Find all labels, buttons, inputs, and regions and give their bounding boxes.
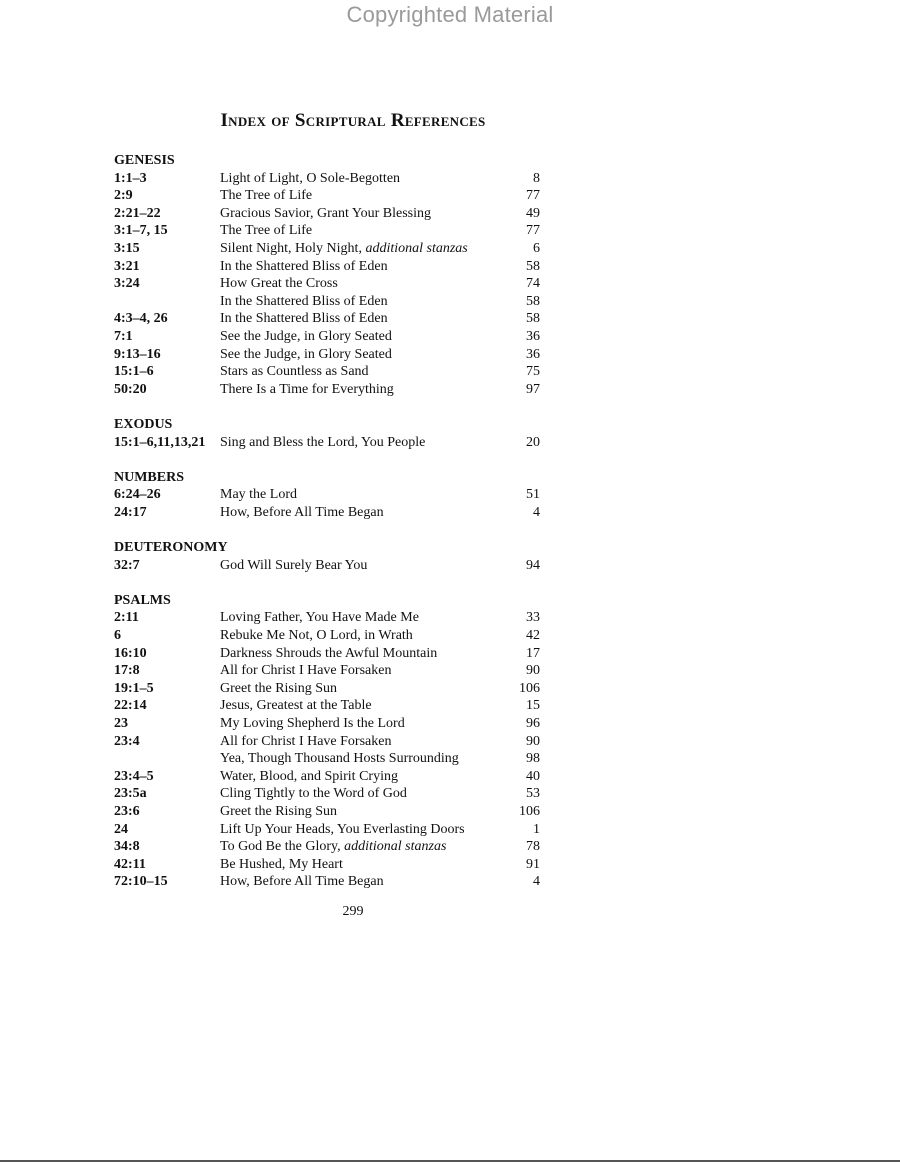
- hymn-title: [220, 697, 500, 715]
- scripture-reference: 1:1–3: [114, 170, 147, 186]
- index-entry: [114, 627, 540, 645]
- index-entry: [114, 205, 540, 223]
- hymn-title-text: In the Shattered Bliss of Eden: [220, 258, 388, 274]
- hymn-title: [220, 785, 500, 803]
- index-entry: [114, 697, 540, 715]
- hymn-page-number: 49: [526, 205, 540, 221]
- hymn-title: [220, 768, 500, 786]
- hymn-title-text: Rebuke Me Not, O Lord, in Wrath: [220, 628, 413, 644]
- hymn-page-number: 90: [526, 733, 540, 749]
- hymn-title-text: My Loving Shepherd Is the Lord: [220, 716, 405, 731]
- hymn-page-number: 53: [526, 786, 540, 802]
- hymn-title-text: How, Before All Time Began: [220, 504, 384, 520]
- hymn-title-text: The Tree of Life: [220, 188, 313, 204]
- index-section: [114, 152, 540, 398]
- hymn-page-number: 98: [526, 751, 540, 767]
- hymn-page-number: 94: [526, 557, 540, 573]
- hymn-page-number: 51: [526, 487, 540, 503]
- index-entry: [114, 504, 540, 522]
- hymn-title-text: God Will Surely Bear You: [220, 557, 368, 573]
- hymn-note: additional stanzas: [344, 839, 447, 855]
- hymn-page-number: 106: [519, 803, 540, 819]
- hymn-page-number: 1: [533, 821, 540, 837]
- index-section: [114, 469, 540, 522]
- book-heading: EXODUS: [114, 416, 173, 432]
- hymn-title: [220, 873, 500, 891]
- hymn-title: [220, 609, 500, 627]
- hymn-title: [220, 750, 500, 768]
- hymn-title: [220, 733, 500, 751]
- hymn-title: [220, 346, 500, 364]
- hymn-page-number: 75: [526, 364, 540, 380]
- index-entry: [114, 750, 540, 768]
- hymn-page-number: 58: [526, 258, 540, 274]
- index-entry: [114, 363, 540, 381]
- hymn-title: [220, 187, 500, 205]
- hymn-page-number: 42: [526, 628, 540, 644]
- hymn-title-text: See the Judge, in Glory Seated: [220, 328, 392, 344]
- hymn-title-text: Cling Tightly to the Word of God: [220, 786, 407, 802]
- index-entry: [114, 557, 540, 575]
- hymn-title-text: Be Hushed, My Heart: [220, 856, 343, 872]
- scripture-index: [114, 152, 540, 909]
- scripture-reference: 24: [114, 821, 128, 837]
- index-entry: [114, 275, 540, 293]
- index-entry: [114, 258, 540, 276]
- index-entry: [114, 240, 540, 258]
- page-title: Index of Scriptural References: [220, 110, 486, 131]
- hymn-title: [220, 170, 500, 188]
- book-heading: PSALMS: [114, 592, 171, 608]
- hymn-page-number: 96: [526, 716, 540, 731]
- scripture-reference: 42:11: [114, 856, 146, 872]
- hymn-title-text: Darkness Shrouds the Awful Mountain: [220, 645, 438, 661]
- scripture-reference: [114, 293, 220, 311]
- index-entry: [114, 222, 540, 240]
- scripture-reference: 34:8: [114, 839, 140, 855]
- hymn-title-text: Yea, Though Thousand Hosts Surrounding: [220, 751, 459, 767]
- scripture-reference: 22:14: [114, 698, 147, 714]
- scripture-reference: 72:10–15: [114, 874, 168, 890]
- index-entry: [114, 821, 540, 839]
- scripture-reference: 50:20: [114, 381, 147, 397]
- hymn-title-text: Stars as Countless as Sand: [220, 364, 369, 380]
- hymn-title: [220, 557, 500, 575]
- hymn-title-text: May the Lord: [220, 487, 297, 503]
- scripture-reference: 2:21–22: [114, 205, 161, 221]
- hymn-title-text: Greet the Rising Sun: [220, 803, 338, 819]
- index-entry: [114, 733, 540, 751]
- hymn-title-text: To God Be the Glory,: [220, 839, 345, 855]
- scripture-reference: 19:1–5: [114, 680, 154, 696]
- index-entry: [114, 328, 540, 346]
- page-number: 299: [342, 904, 364, 919]
- scripture-reference: 6:24–26: [114, 487, 161, 503]
- hymn-page-number: 33: [526, 610, 540, 626]
- scripture-reference: [114, 750, 220, 768]
- hymn-title: [220, 240, 500, 258]
- hymn-title: [220, 856, 500, 874]
- index-entry: [114, 434, 540, 452]
- hymn-title: [220, 381, 500, 399]
- index-entry: [114, 346, 540, 364]
- index-section: [114, 416, 540, 451]
- index-entry: [114, 768, 540, 786]
- hymn-title-text: All for Christ I Have Forsaken: [220, 663, 392, 679]
- scripture-reference: 23:5a: [114, 786, 147, 802]
- hymn-title: [220, 715, 500, 733]
- hymn-page-number: 36: [526, 328, 540, 344]
- hymn-page-number: 91: [526, 856, 540, 872]
- hymn-title: [220, 662, 500, 680]
- hymn-page-number: 36: [526, 346, 540, 362]
- hymn-title: [220, 328, 500, 346]
- hymn-page-number: 4: [533, 504, 540, 520]
- hymn-title-text: Silent Night, Holy Night,: [220, 240, 366, 256]
- index-entry: [114, 381, 540, 399]
- hymn-page-number: 106: [519, 680, 540, 696]
- scripture-reference: 32:7: [114, 557, 140, 573]
- hymn-page-number: 58: [526, 293, 540, 309]
- hymn-title: [220, 821, 500, 839]
- scripture-reference: 9:13–16: [114, 346, 161, 362]
- hymn-page-number: 90: [526, 663, 540, 679]
- scripture-reference: 15:1–6,11,13,21: [114, 434, 206, 450]
- scripture-reference: 3:24: [114, 276, 140, 292]
- index-entry: [114, 838, 540, 856]
- hymn-title-text: Loving Father, You Have Made Me: [220, 610, 419, 626]
- hymn-title-text: See the Judge, in Glory Seated: [220, 346, 392, 362]
- index-entry: [114, 680, 540, 698]
- hymn-title-text: In the Shattered Bliss of Eden: [220, 311, 388, 327]
- hymn-title-text: In the Shattered Bliss of Eden: [220, 293, 388, 309]
- scripture-reference: 2:9: [114, 188, 133, 204]
- index-entry: [114, 486, 540, 504]
- hymn-title: [220, 645, 500, 663]
- hymn-page-number: 77: [526, 223, 540, 239]
- hymn-title-text: Sing and Bless the Lord, You People: [220, 434, 426, 450]
- index-entry: [114, 715, 540, 733]
- hymn-title-text: The Tree of Life: [220, 223, 313, 239]
- hymn-page-number: 78: [526, 839, 540, 855]
- index-entry: [114, 310, 540, 328]
- index-entry: [114, 187, 540, 205]
- hymn-title: [220, 258, 500, 276]
- scripture-reference: 3:15: [114, 240, 140, 256]
- index-entry: [114, 785, 540, 803]
- index-entry: [114, 609, 540, 627]
- hymn-note: additional stanzas: [365, 240, 468, 256]
- hymn-title-text: Water, Blood, and Spirit Crying: [220, 768, 398, 784]
- scripture-reference: 6: [114, 628, 121, 644]
- hymn-title-text: How, Before All Time Began: [220, 874, 384, 890]
- bottom-rule: [0, 1160, 900, 1162]
- hymn-title: [220, 680, 500, 698]
- scripture-reference: 23:4–5: [114, 768, 154, 784]
- scripture-reference: 16:10: [114, 645, 147, 661]
- hymn-page-number: 4: [533, 874, 540, 890]
- scripture-reference: 23: [114, 716, 128, 731]
- hymn-title: [220, 363, 500, 381]
- hymn-title-text: Lift Up Your Heads, You Everlasting Doors: [220, 821, 465, 837]
- hymn-title-text: Gracious Savior, Grant Your Blessing: [220, 205, 431, 221]
- hymn-page-number: 58: [526, 311, 540, 327]
- hymn-page-number: 97: [526, 381, 540, 397]
- hymn-title: [220, 293, 500, 311]
- scripture-reference: 23:6: [114, 803, 140, 819]
- hymn-title-text: How Great the Cross: [220, 276, 338, 292]
- hymn-title: [220, 486, 500, 504]
- index-entry: [114, 293, 540, 311]
- scripture-reference: 7:1: [114, 328, 133, 344]
- hymn-title-text: Greet the Rising Sun: [220, 680, 338, 696]
- index-entry: [114, 803, 540, 821]
- copyright-watermark: Copyrighted Material: [346, 2, 554, 27]
- hymn-title: [220, 504, 500, 522]
- scripture-reference: 15:1–6: [114, 364, 154, 380]
- scripture-reference: 4:3–4, 26: [114, 311, 168, 327]
- scripture-reference: 3:1–7, 15: [114, 223, 168, 239]
- hymn-page-number: 20: [526, 434, 540, 450]
- scripture-reference: 3:21: [114, 258, 140, 274]
- scripture-reference: 17:8: [114, 663, 140, 679]
- index-entry: [114, 645, 540, 663]
- hymn-title: [220, 627, 500, 645]
- hymn-title: [220, 275, 500, 293]
- hymn-page-number: 40: [526, 768, 540, 784]
- index-entry: [114, 170, 540, 188]
- hymn-title: [220, 803, 500, 821]
- index-entry: [114, 856, 540, 874]
- index-section: [114, 592, 540, 891]
- scripture-reference: 2:11: [114, 610, 139, 626]
- index-entry: [114, 873, 540, 891]
- scripture-reference: 24:17: [114, 504, 147, 520]
- hymn-title: [220, 222, 500, 240]
- hymn-page-number: 15: [526, 698, 540, 714]
- book-heading: GENESIS: [114, 153, 175, 168]
- hymn-title: [220, 310, 500, 328]
- hymn-page-number: 17: [526, 645, 540, 661]
- hymn-title-text: There Is a Time for Everything: [220, 381, 394, 397]
- index-section: [114, 539, 540, 574]
- index-entry: [114, 662, 540, 680]
- hymn-page-number: 74: [526, 276, 540, 292]
- scripture-reference: 23:4: [114, 733, 140, 749]
- book-heading: DEUTERONOMY: [114, 540, 228, 556]
- hymn-page-number: 77: [526, 188, 540, 204]
- hymn-page-number: 6: [533, 240, 540, 256]
- hymn-title-text: Jesus, Greatest at the Table: [220, 698, 372, 714]
- book-heading: NUMBERS: [114, 469, 185, 485]
- hymn-title: [220, 434, 500, 452]
- hymn-title: [220, 205, 500, 223]
- hymn-title-text: All for Christ I Have Forsaken: [220, 733, 392, 749]
- hymn-title-text: Light of Light, O Sole-Begotten: [220, 170, 401, 186]
- hymn-title: [220, 838, 500, 856]
- hymn-page-number: 8: [533, 170, 540, 186]
